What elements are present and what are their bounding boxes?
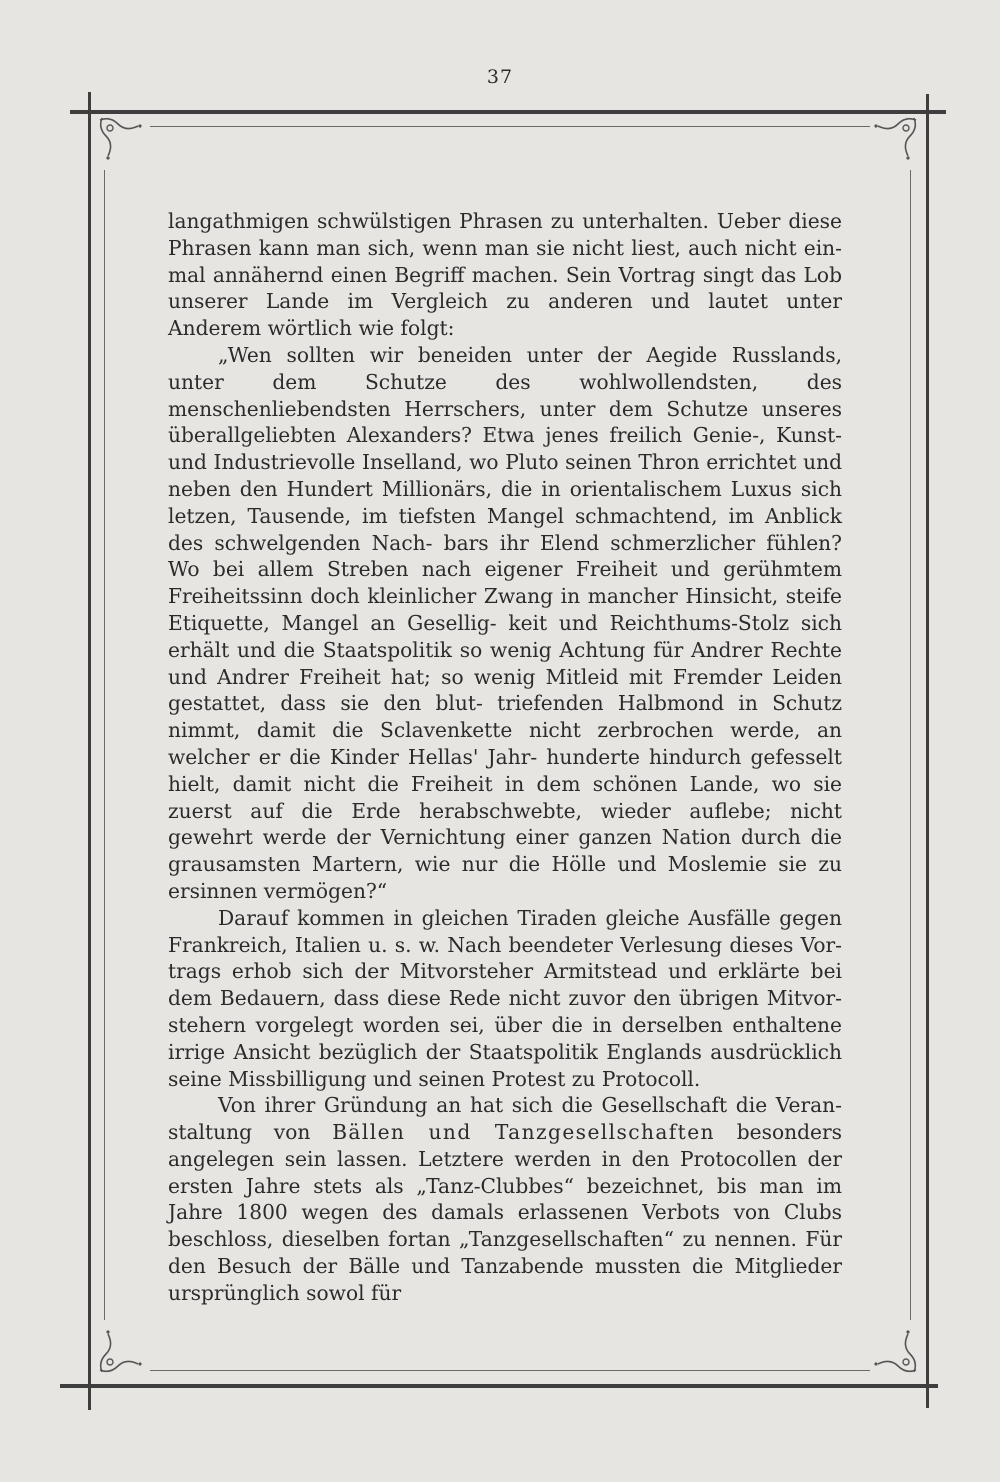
text-line: Nation durch die grausamsten Martern, wie nur die Hölle und bbox=[168, 825, 843, 877]
text-line: auflebe; nicht gewehrt werde der Vernichtung einer ganzen bbox=[168, 798, 842, 850]
text-line: keit und Reichthums-Stolz sich erhält und die Staatspolitik so bbox=[168, 610, 842, 662]
frame-inner-top-rule bbox=[150, 126, 870, 127]
text-line: schönen Lande, wo sie zuerst auf die Erde herabschwebte, wieder bbox=[168, 771, 842, 823]
corner-flourish-icon bbox=[874, 114, 920, 160]
corner-flourish-icon bbox=[96, 114, 142, 160]
frame-bottom-rule bbox=[60, 1384, 938, 1388]
text-line: eigener Freiheit und gerühmtem Freiheitssinn doch kleinlicher bbox=[168, 557, 842, 609]
body-text bbox=[168, 208, 842, 1307]
text-line: „Wen sollten wir beneiden unter der Aegide Russlands, unter bbox=[168, 342, 842, 394]
text-line: wo Pluto seinen Thron errichtet und neben den Hundert bbox=[168, 450, 842, 501]
frame-left-rule bbox=[88, 92, 91, 1410]
text-line: des damals erlassenen Verbots von Clubs beschloss, dieselben bbox=[168, 1200, 843, 1252]
text-line: und Tanzabende mussten die Mitglieder ursprünglich sowol für bbox=[168, 1254, 843, 1305]
text-line: stehern vorgelegt worden sei, über die in derselben enthaltene bbox=[168, 1012, 842, 1037]
frame-inner-right-rule bbox=[910, 170, 911, 1320]
paragraph-4 bbox=[168, 1092, 842, 1306]
text-line: hunderte hindurch gefesselt hielt, damit nicht die Freiheit in dem bbox=[168, 744, 842, 796]
text-line: Anderem wörtlich wie folgt: bbox=[168, 316, 455, 341]
text-line: mal annähernd einen Begriff machen. Sein Vortrag singt das bbox=[168, 262, 797, 287]
text-line: bars ihr Elend schmerzlicher fühlen? Wo bei allem Streben nach bbox=[168, 530, 843, 582]
text-line: staltung von bbox=[168, 1120, 311, 1145]
text-line: dem Schutze des wohlwollendsten, des menschenliebendsten bbox=[168, 369, 842, 421]
paragraph-3 bbox=[168, 905, 842, 1093]
text-line: triefenden Halbmond in Schutz nimmt, damit die Sclavenkette bbox=[168, 691, 842, 743]
frame-inner-left-rule bbox=[104, 170, 105, 1320]
text-line: Darauf kommen in gleichen Tiraden gleiche Ausfälle gegen bbox=[218, 905, 842, 930]
text-line: Moslemie sie zu ersinnen vermögen?“ bbox=[168, 852, 842, 903]
text-line: Von ihrer Gründung an hat sich die Gesellschaft die Veran- bbox=[218, 1093, 842, 1118]
text-line: besonders angelegen bbox=[168, 1120, 843, 1171]
text-line: Etwa jenes freilich Genie-, Kunst- und Industrievolle Inselland, bbox=[168, 423, 842, 475]
text-line: Lob unserer Lande im Vergleich zu anderen und lautet unter bbox=[168, 262, 842, 314]
emphasized-text: Bällen und Tanzgesellschaften bbox=[332, 1120, 715, 1145]
page-number: 37 bbox=[486, 66, 514, 88]
text-line: Herrschers, unter dem Schutze unseres überallgeliebten Alexanders? bbox=[168, 396, 842, 448]
text-line: wenig Achtung für Andrer Rechte und Andrer Freiheit hat; so bbox=[168, 637, 842, 689]
corner-flourish-icon bbox=[96, 1330, 142, 1376]
text-line: langathmigen schwülstigen Phrasen zu unterhalten. Ueber diese bbox=[168, 209, 842, 233]
text-line: tiefsten Mangel schmachtend, im Anblick des schwelgenden Nach- bbox=[168, 503, 842, 555]
text-line: fortan „Tanzgesellschaften“ zu nennen. Für den Besuch der Bälle bbox=[168, 1227, 842, 1279]
paragraph-1 bbox=[168, 208, 842, 342]
text-line: nicht zerbrochen werde, an welcher er die Kinder Hellas' Jahr- bbox=[168, 718, 843, 769]
text-line: wenig Mitleid mit Fremder Leiden gestattet, dass sie den blut- bbox=[168, 664, 843, 716]
text-line: Millionärs, die in orientalischem Luxus sich letzen, Tausende, im bbox=[168, 476, 843, 528]
text-line: Frankreich, Italien u. s. w. Nach beendeter Verlesung dieses Vor- bbox=[168, 932, 842, 957]
frame-right-rule bbox=[926, 94, 929, 1408]
paragraph-2-quotation bbox=[168, 342, 842, 905]
text-line: Phrasen kann man sich, wenn man sie nicht liest, auch nicht ein- bbox=[168, 235, 842, 260]
text-line: Zwang in mancher Hinsicht, steife Etiquette, Mangel an Gesellig- bbox=[168, 584, 842, 635]
frame-inner-bottom-rule bbox=[150, 1370, 870, 1371]
corner-flourish-icon bbox=[874, 1330, 920, 1376]
frame-top-rule bbox=[70, 110, 946, 114]
text-line: seine Missbilligung und seinen Protest zu Protocoll. bbox=[168, 1066, 701, 1091]
text-line: dem Bedauern, dass diese Rede nicht zuvor den übrigen Mitvor- bbox=[168, 986, 842, 1011]
text-line: stets als „Tanz-Clubbes“ bezeichnet, bis man im Jahre 1800 wegen bbox=[168, 1173, 842, 1225]
text-line: trags erhob sich der Mitvorsteher Armitstead und erklärte bei bbox=[168, 959, 842, 984]
text-line: sein lassen. Letztere werden in den Protocollen der ersten Jahre bbox=[168, 1146, 843, 1198]
text-line: irrige Ansicht bezüglich der Staatspolitik Englands ausdrücklich bbox=[168, 1039, 842, 1064]
